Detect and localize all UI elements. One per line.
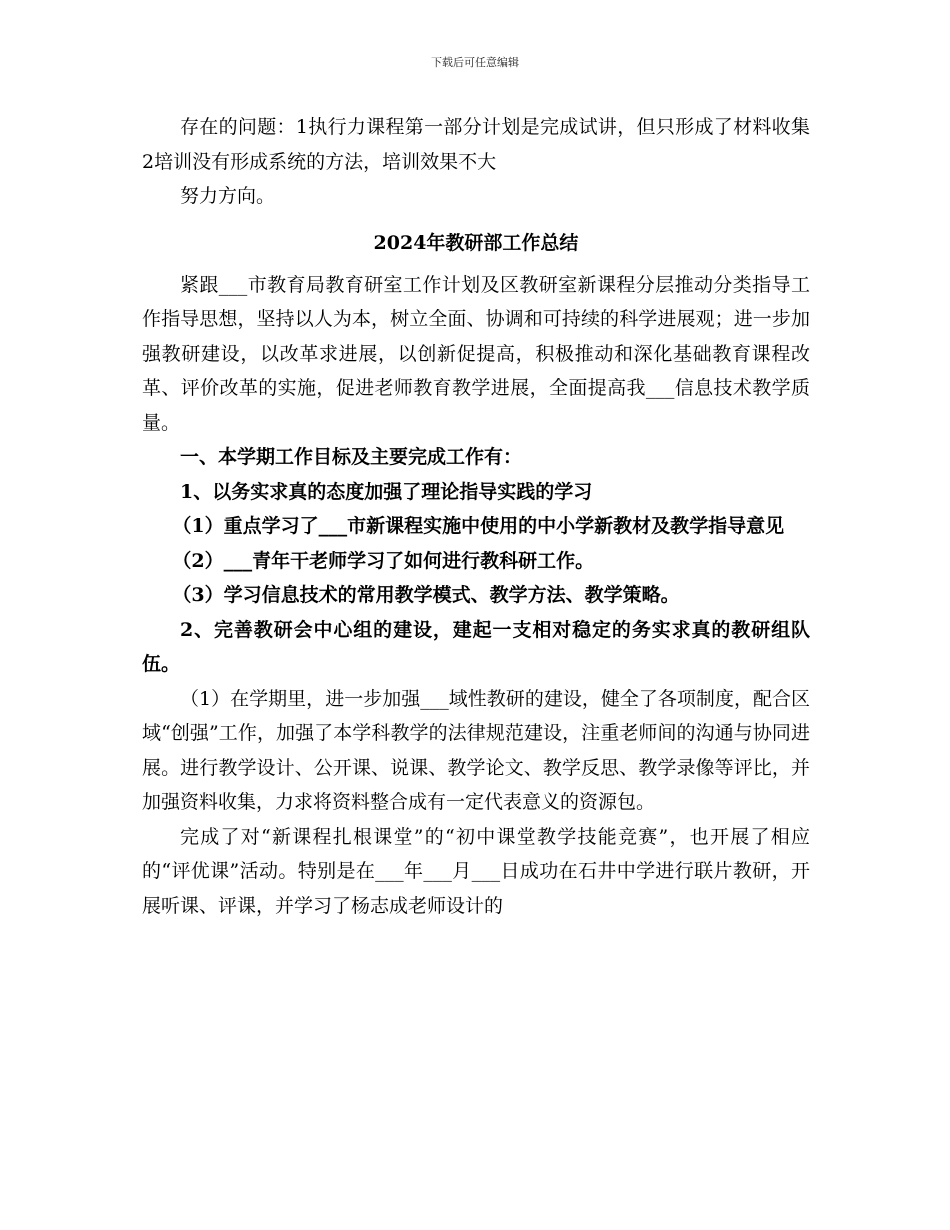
intro-paragraph: 紧跟___市教育局教育研室工作计划及区教研室新课程分层推动分类指导工作指导思想，坚持以人为本，树立全面、协调和可持续的科学进展观；进一步加强教研建设，以改革求进展，以创新促提高，积极推动和深化基础教育课程改革、评价改革的实施，促进老师教育教学进展，全面提高我___信息技术教学质量。 (142, 273, 810, 434)
page-header: 下载后可任意编辑 (431, 56, 519, 69)
item-1-3: （3）学习信息技术的常用教学模式、教学方法、教学策略。 (172, 584, 680, 606)
item-1-2: （2）___青年干老师学习了如何进行教科研工作。 (172, 549, 595, 572)
paragraph-3: 完成了对“新课程扎根课堂”的“初中课堂教学技能竞赛”，也开展了相应的“评优课”活动。特别是在___年___月___日成功在石井中学进行联片教研，开展听课、评课，并学习了杨志成老师设计的 (142, 825, 810, 917)
item-1-1: （1）重点学习了___市新课程实施中使用的中小学新教材及教学指导意见 (172, 515, 785, 537)
document-body (142, 110, 810, 923)
direction-paragraph: 努力方向。 (180, 185, 276, 207)
subheading-2: 2、完善教研会中心组的建设，建起一支相对稳定的务实求真的教研组队伍。 (142, 618, 810, 675)
subheading-1: 1、以务实求真的态度加强了理论指导实践的学习 (180, 480, 593, 503)
document-title: 2024年教研部工作总结 (373, 231, 579, 254)
problem-paragraph: 存在的问题：1执行力课程第一部分计划是完成试讲，但只形成了材料收集2培训没有形成系统的方法，培训效果不大 (142, 116, 810, 173)
section-heading-1: 一、本学期工作目标及主要完成工作有： (180, 446, 523, 468)
paragraph-2: （1）在学期里，进一步加强___域性教研的建设，健全了各项制度，配合区域“创强”工作，加强了本学科教学的法律规范建设，注重老师间的沟通与协同进展。进行教学设计、公开课、说课、教学论文、教学反思、教学录像等评比，并加强资料收集，力求将资料整合成有一定代表意义的资源包。 (142, 687, 810, 813)
